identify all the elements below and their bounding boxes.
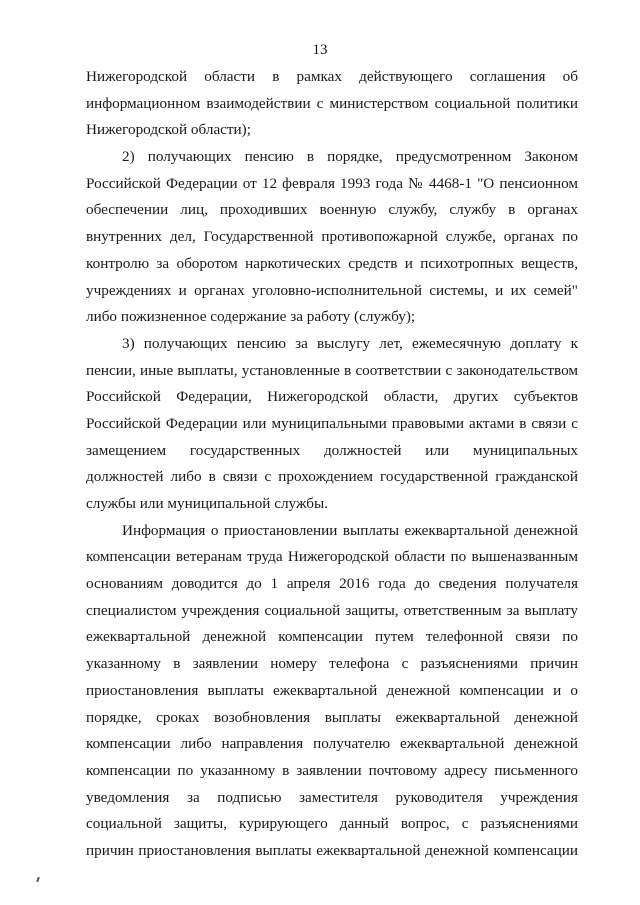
document-body bbox=[86, 64, 578, 865]
text-line: компенсации по указанному в заявлении почтовому адресу письменного bbox=[86, 761, 578, 779]
paragraph-item-3 bbox=[86, 331, 578, 518]
text-line: основаниям доводится до 1 апреля 2016 года до сведения получателя bbox=[86, 575, 578, 593]
text-line: службы или муниципальной службы. bbox=[86, 495, 328, 512]
text-line: должностей либо в связи с прохождением государственной гражданской bbox=[86, 468, 578, 486]
text-line: причин приостановления выплаты ежеквартальной денежной компенсации bbox=[86, 841, 578, 859]
text-line: приостановления выплаты ежеквартальной денежной компенсации и о bbox=[86, 681, 578, 699]
paragraph-item-2 bbox=[86, 144, 578, 331]
text-line: внутренних дел, Государственной противопожарной службе, органах по bbox=[86, 228, 578, 246]
text-line: Российской Федерации или муниципальными правовыми актами в связи с bbox=[86, 414, 578, 432]
text-line: 3) получающих пенсию за выслугу лет, ежемесячную доплату к bbox=[122, 334, 578, 352]
text-line: либо пожизненное содержание за работу (службу); bbox=[86, 308, 416, 326]
text-line: специалистом учреждения социальной защиты, ответственным за выплату bbox=[86, 601, 578, 619]
text-line: указанному в заявлении номеру телефона с разъяснениями причин bbox=[86, 655, 578, 673]
text-line: компенсации ветеранам труда Нижегородской области по вышеназванным bbox=[86, 548, 578, 566]
paragraph-information bbox=[86, 518, 578, 865]
text-line: информационном взаимодействии с министерством социальной политики bbox=[86, 94, 578, 112]
text-line: Нижегородской области в рамках действующего соглашения об bbox=[86, 68, 578, 85]
text-line: ежеквартальной денежной компенсации путем телефонной связи по bbox=[86, 628, 578, 646]
page-number: 13 bbox=[312, 42, 328, 58]
text-line: учреждениях и органах уголовно-исполнительной системы, и их семей" bbox=[86, 281, 578, 299]
text-line: Российской Федерации, Нижегородской области, других субъектов bbox=[86, 388, 578, 406]
text-line: Нижегородской области); bbox=[86, 121, 251, 139]
text-line: пенсии, иные выплаты, установленные в соответствии с законодательством bbox=[86, 361, 578, 379]
text-line: компенсации либо направления получателю ежеквартальной денежной bbox=[86, 735, 578, 753]
text-line: социальной защиты, курирующего данный вопрос, с разъяснениями bbox=[86, 815, 578, 833]
text-line: контролю за оборотом наркотических средств и психотропных веществ, bbox=[86, 254, 578, 272]
text-line: порядке, сроках возобновления выплаты ежеквартальной денежной bbox=[86, 708, 578, 726]
paragraph-continuation bbox=[86, 64, 578, 144]
text-line: Информация о приостановлении выплаты ежеквартальной денежной bbox=[122, 521, 578, 539]
text-line: 2) получающих пенсию в порядке, предусмотренном Законом bbox=[122, 148, 578, 166]
text-line: замещением государственных должностей или муниципальных bbox=[86, 441, 578, 459]
scan-artifact bbox=[36, 877, 40, 882]
text-line: обеспечении лиц, проходивших военную службу, службу в органах bbox=[86, 201, 578, 219]
text-line: уведомления за подписью заместителя руководителя учреждения bbox=[86, 788, 578, 806]
text-line: Российской Федерации от 12 февраля 1993 года № 4468-1 "О пенсионном bbox=[86, 174, 578, 192]
